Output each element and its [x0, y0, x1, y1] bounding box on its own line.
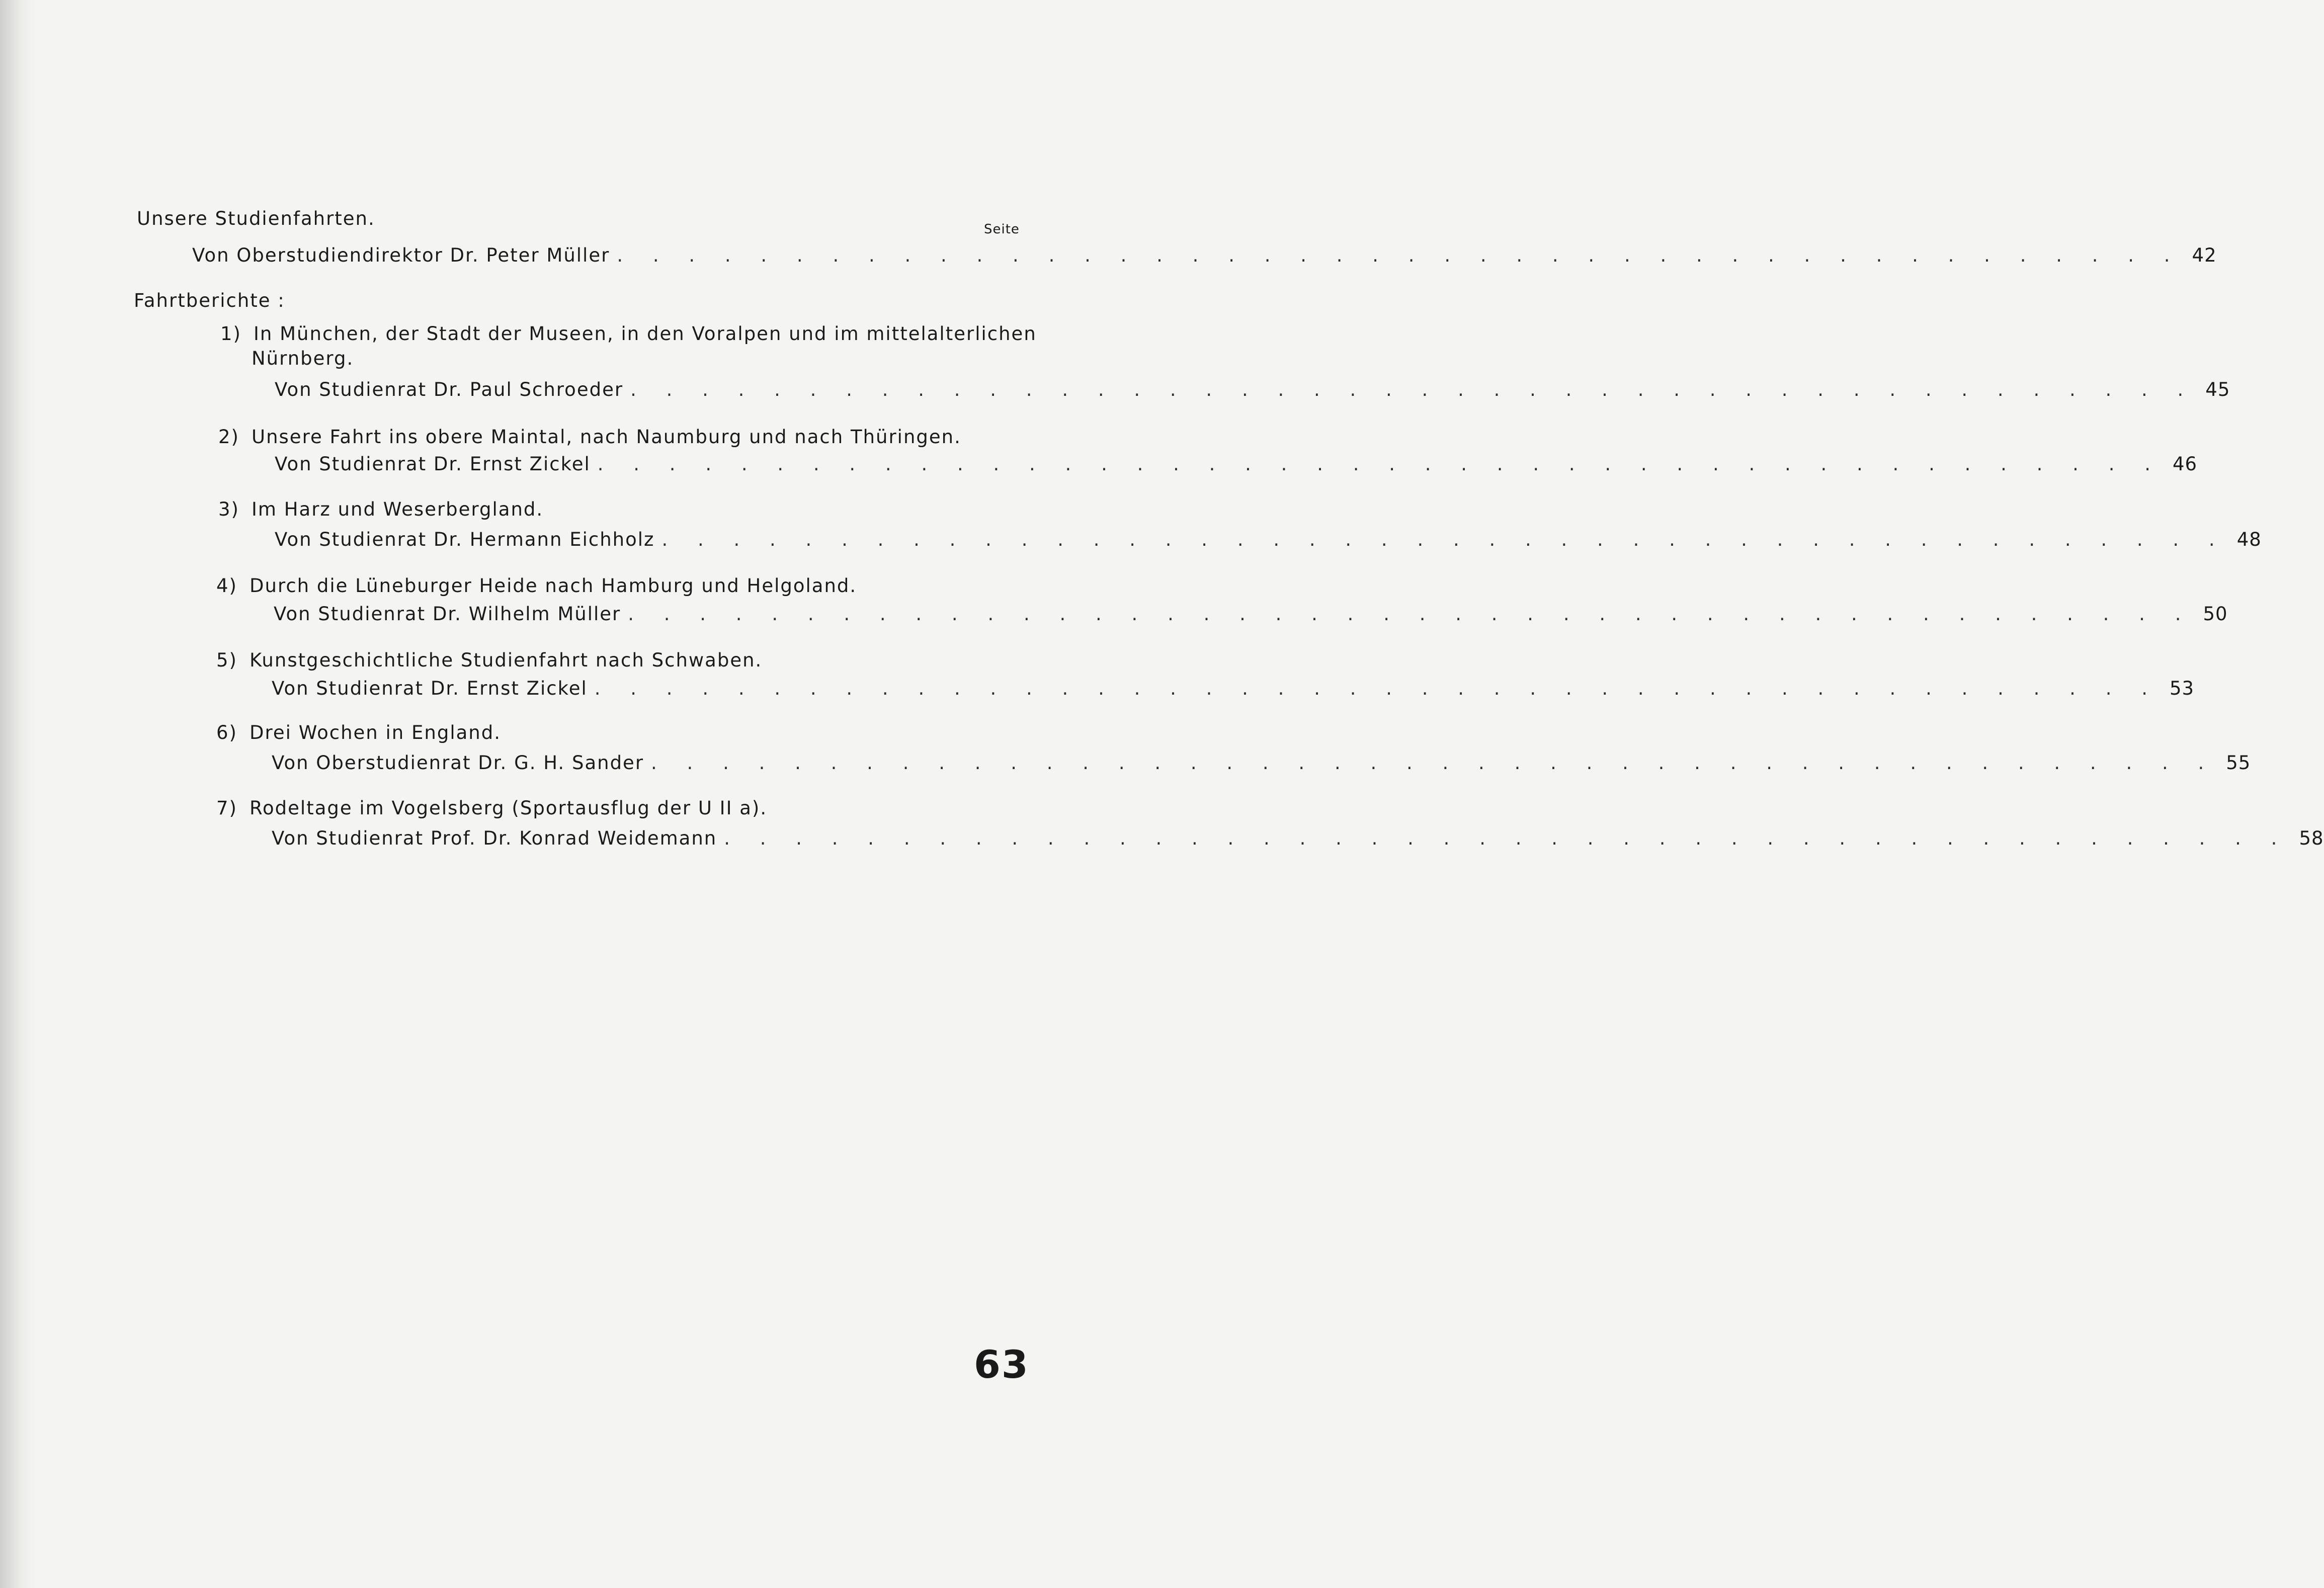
report-6-number: 6): [216, 722, 237, 743]
intro-entry: [192, 244, 2217, 267]
intro-author: Von Oberstudiendirektor Dr. Peter Müller: [192, 244, 610, 266]
report-3-author: Von Studienrat Dr. Hermann Eichholz: [275, 529, 655, 550]
report-2-title: 2) Unsere Fahrt ins obere Maintal, nach Naumburg und nach Thüringen.: [218, 426, 961, 448]
section-heading: Fahrtberichte :: [134, 290, 285, 311]
report-5-number: 5): [216, 649, 237, 671]
intro-title: Unsere Studienfahrten.: [137, 208, 375, 229]
report-7-page-number: 58: [2299, 827, 2324, 849]
report-5-title: 5) Kunstgeschichtliche Studienfahrt nach Schwaben.: [216, 649, 763, 671]
intro-page-number: 42: [2192, 244, 2217, 266]
dot-leader: . . . . . . . . . . . . . . . . . . . . . . . . . . . . . . . . . . . . . . . . . . . .: [630, 379, 2196, 400]
report-6-page-number: 55: [2226, 752, 2251, 774]
report-3-title: 3) Im Harz und Weserbergland.: [218, 498, 544, 520]
report-2-page-number: 46: [2172, 453, 2198, 475]
report-6-title: 6) Drei Wochen in England.: [216, 722, 501, 743]
report-4-author: Von Studienrat Dr. Wilhelm Müller: [274, 603, 621, 625]
report-4-title: 4) Durch die Lüneburger Heide nach Hamburg und Helgoland.: [216, 575, 857, 597]
report-5-entry: [272, 677, 2195, 700]
dot-leader: . . . . . . . . . . . . . . . . . . . . . . . . . . . . . . . . . . . . . . . . . . . .: [594, 678, 2160, 699]
page-number: 63: [974, 1342, 1029, 1387]
report-1-entry: [275, 378, 2230, 401]
report-4-number: 4): [216, 575, 237, 597]
report-7-title: 7) Rodeltage im Vogelsberg (Sportausflug der U II a).: [216, 797, 768, 819]
report-3-number: 3): [218, 498, 239, 520]
report-1-number: 1): [220, 323, 241, 345]
report-1-author: Von Studienrat Dr. Paul Schroeder: [275, 379, 624, 400]
report-6-entry: [272, 751, 2251, 775]
report-5-page-number: 53: [2169, 678, 2195, 699]
dot-leader: . . . . . . . . . . . . . . . . . . . . . . . . . . . . . . . . . . . . . . . . . . . .: [661, 529, 2227, 550]
report-6-author: Von Oberstudienrat Dr. G. H. Sander: [272, 752, 644, 774]
report-2-entry: [275, 453, 2198, 476]
report-7-author: Von Studienrat Prof. Dr. Konrad Weidemann: [272, 827, 717, 849]
report-2-number: 2): [218, 426, 239, 448]
report-2-author: Von Studienrat Dr. Ernst Zickel: [275, 453, 591, 475]
report-3-page-number: 48: [2236, 529, 2262, 550]
dot-leader: . . . . . . . . . . . . . . . . . . . . . . . . . . . . . . . . . . . . . . . . . . . .: [617, 244, 2182, 266]
report-1-page-number: 45: [2205, 379, 2230, 400]
report-5-author: Von Studienrat Dr. Ernst Zickel: [272, 678, 588, 699]
report-1-title-line-2: Nürnberg.: [252, 348, 354, 369]
report-4-entry: [274, 603, 2228, 626]
dot-leader: . . . . . . . . . . . . . . . . . . . . . . . . . . . . . . . . . . . . . . . . . . . .: [651, 752, 2216, 774]
page-column-label: Seite: [984, 222, 1020, 237]
report-4-page-number: 50: [2203, 603, 2228, 625]
dot-leader: . . . . . . . . . . . . . . . . . . . . . . . . . . . . . . . . . . . . . . . . . . . .: [597, 453, 2163, 475]
report-3-entry: [275, 528, 2262, 551]
report-7-entry: [272, 827, 2324, 850]
report-1-title-line-1: 1) In München, der Stadt der Museen, in den Voralpen und im mittelalterlichen: [220, 323, 1037, 345]
dot-leader: . . . . . . . . . . . . . . . . . . . . . . . . . . . . . . . . . . . . . . . . . . . .: [724, 827, 2289, 849]
dot-leader: . . . . . . . . . . . . . . . . . . . . . . . . . . . . . . . . . . . . . . . . . . . .: [628, 603, 2193, 625]
report-7-number: 7): [216, 797, 237, 819]
